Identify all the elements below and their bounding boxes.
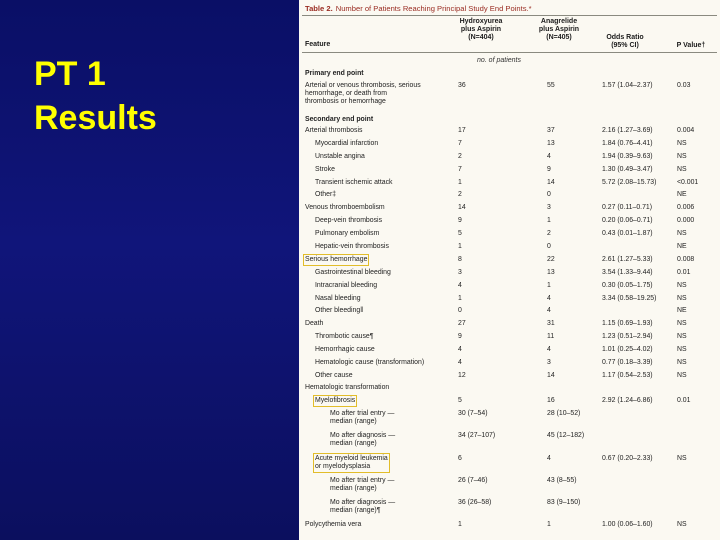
cell-c2: 28 (10–52) [547,410,581,417]
cell-c4: 0.01 [677,269,691,276]
row-label: Thrombotic cause¶ [315,333,374,340]
header-anagrelide: Anagrelide plus Aspirin (N=405) [538,18,580,41]
row-label: Other cause [315,372,353,379]
cell-c3: 0.30 (0.05–1.75) [602,282,653,289]
cell-c4: NE [677,191,687,198]
header-hydroxyurea: Hydroxyurea plus Aspirin (N=404) [459,18,503,41]
cell-c1: 1 [458,243,462,250]
cell-c1: 36 (26–58) [458,499,492,506]
cell-c2: 83 (9–150) [547,499,581,506]
cell-c2: 4 [547,153,551,160]
row-label: Intracranial bleeding [315,282,378,289]
row-label: Polycythemia vera [305,521,362,528]
slide-title-line2: Results [34,99,157,137]
cell-c1: 7 [458,140,462,147]
cell-c2: 13 [547,140,555,147]
cell-c1: 9 [458,333,462,340]
cell-c3: 1.57 (1.04–2.37) [602,82,653,89]
cell-c2: 31 [547,320,555,327]
cell-c3: 5.72 (2.08–15.73) [602,179,657,186]
cell-c3: 1.01 (0.25–4.02) [602,346,653,353]
cell-c3: 2.16 (1.27–3.69) [602,127,653,134]
row-label: Mo after diagnosis — median (range) [330,432,396,447]
cell-c1: 5 [458,230,462,237]
cell-c1: 27 [458,320,466,327]
table-panel [299,0,720,540]
cell-c2: 16 [547,397,555,404]
cell-c2: 1 [547,282,551,289]
cell-c1: 17 [458,127,466,134]
row-label: Stroke [315,166,335,173]
cell-c2: 13 [547,269,555,276]
cell-c2: 55 [547,82,555,89]
cell-c2: 1 [547,521,551,528]
cell-c4: NS [677,140,687,147]
row-label: Hepatic-vein thrombosis [315,243,389,250]
cell-c1: 4 [458,282,462,289]
cell-c1: 1 [458,295,462,302]
cell-c1: 14 [458,204,466,211]
cell-c2: 4 [547,307,551,314]
row-label: Unstable angina [315,153,365,160]
cell-c1: 30 (7–54) [458,410,488,417]
cell-c3: 0.27 (0.11–0.71) [602,204,653,211]
cell-c4: 0.03 [677,82,691,89]
cell-c3: 0.20 (0.06–0.71) [602,217,653,224]
header-feature: Feature [305,41,331,48]
top-rule [302,15,717,16]
cell-c4: NS [677,346,687,353]
cell-c3: 1.30 (0.49–3.47) [602,166,653,173]
row-label: Death [305,320,324,327]
cell-c1: 1 [458,521,462,528]
cell-c3: 1.23 (0.51–2.94) [602,333,653,340]
cell-c3: 1.15 (0.69–1.93) [602,320,653,327]
cell-c3: 3.54 (1.33–9.44) [602,269,653,276]
cell-c4: NS [677,295,687,302]
cell-c2: 22 [547,256,555,263]
cell-c2: 43 (8–55) [547,477,577,484]
row-label: Mo after diagnosis — median (range)¶ [330,499,396,514]
slide-title-line1: PT 1 [34,55,106,93]
cell-c2: 14 [547,372,555,379]
cell-c2: 9 [547,166,551,173]
cell-c1: 4 [458,346,462,353]
row-label: Hemorrhagic cause [315,346,375,353]
cell-c4: NS [677,333,687,340]
cell-c1: 9 [458,217,462,224]
cell-c4: 0.008 [677,256,695,263]
cell-c1: 34 (27–107) [458,432,496,439]
cell-c2: 4 [547,346,551,353]
cell-c4: 0.01 [677,397,691,404]
cell-c3: 0.67 (0.20–2.33) [602,455,653,462]
cell-c1: 8 [458,256,462,263]
cell-c1: 1 [458,179,462,186]
row-label: Serious hemorrhage [305,256,368,263]
row-label: Arterial or venous thrombosis, serious hemorrhage, or death from thrombosis or hemorrhage [305,82,421,105]
row-label: Venous thromboembolism [305,204,385,211]
cell-c1: 26 (7–46) [458,477,488,484]
row-label: Mo after trial entry — median (range) [330,410,395,425]
row-label: Primary end point [305,70,364,77]
cell-c4: NS [677,372,687,379]
cell-c2: 4 [547,455,551,462]
cell-c4: NS [677,521,687,528]
header-rule [302,52,717,53]
cell-c3: 1.84 (0.76–4.41) [602,140,653,147]
cell-c2: 0 [547,191,551,198]
row-label: Nasal bleeding [315,295,361,302]
row-label: Transient ischemic attack [315,179,393,186]
row-label: Deep-vein thrombosis [315,217,383,224]
cell-c1: 6 [458,455,462,462]
cell-c4: <0.001 [677,179,699,186]
cell-c4: 0.006 [677,204,695,211]
row-label: Mo after trial entry — median (range) [330,477,395,492]
header-odds-ratio: Odds Ratio (95% CI) [606,34,644,49]
cell-c2: 37 [547,127,555,134]
table-title [305,4,532,13]
row-label: Myelofibrosis [315,397,356,404]
row-label: Hematologic cause (transformation) [315,359,425,366]
cell-c4: 0.004 [677,127,695,134]
row-label: Arterial thrombosis [305,127,363,134]
cell-c1: 2 [458,191,462,198]
cell-c3: 1.17 (0.54–2.53) [602,372,653,379]
cell-c3: 1.00 (0.06–1.60) [602,521,653,528]
cell-c1: 36 [458,82,466,89]
cell-c4: NS [677,166,687,173]
cell-c1: 0 [458,307,462,314]
cell-c4: 0.000 [677,217,695,224]
row-label: Myocardial infarction [315,140,379,147]
cell-c1: 3 [458,269,462,276]
cell-c4: NS [677,153,687,160]
row-label: Pulmonary embolism [315,230,380,237]
cell-c4: NS [677,230,687,237]
cell-c4: NS [677,359,687,366]
table-caption: Number of Patients Reaching Principal Study End Points.* [335,4,532,13]
cell-c3: 1.94 (0.39–9.63) [602,153,653,160]
cell-c1: 2 [458,153,462,160]
row-label: Other bleeding‖ [315,307,364,314]
cell-c2: 0 [547,243,551,250]
cell-c3: 0.77 (0.18–3.39) [602,359,653,366]
cell-c4: NS [677,320,687,327]
cell-c2: 1 [547,217,551,224]
cell-c2: 3 [547,204,551,211]
cell-c3: 0.43 (0.01–1.87) [602,230,653,237]
header-p-value: P Value† [676,42,706,49]
cell-c4: NS [677,282,687,289]
cell-c1: 7 [458,166,462,173]
cell-c3: 3.34 (0.58–19.25) [602,295,657,302]
cell-c2: 2 [547,230,551,237]
cell-c4: NE [677,307,687,314]
row-label: Gastrointestinal bleeding [315,269,391,276]
row-label: Acute myeloid leukemia or myelodysplasia [315,455,388,470]
cell-c2: 45 (12–182) [547,432,585,439]
cell-c4: NE [677,243,687,250]
cell-c4: NS [677,455,687,462]
row-label: Secondary end point [305,116,374,123]
cell-c2: 11 [547,333,555,340]
cell-c3: 2.61 (1.27–5.33) [602,256,653,263]
table-number: Table 2. [305,4,333,13]
cell-c1: 4 [458,359,462,366]
cell-c2: 4 [547,295,551,302]
slide-title [34,52,274,140]
units-label: no. of patients [477,57,521,64]
cell-c2: 3 [547,359,551,366]
cell-c3: 2.92 (1.24–6.86) [602,397,653,404]
row-label: Hematologic transformation [305,384,390,391]
cell-c1: 12 [458,372,466,379]
cell-c1: 5 [458,397,462,404]
cell-c2: 14 [547,179,555,186]
row-label: Other‡ [315,191,337,198]
